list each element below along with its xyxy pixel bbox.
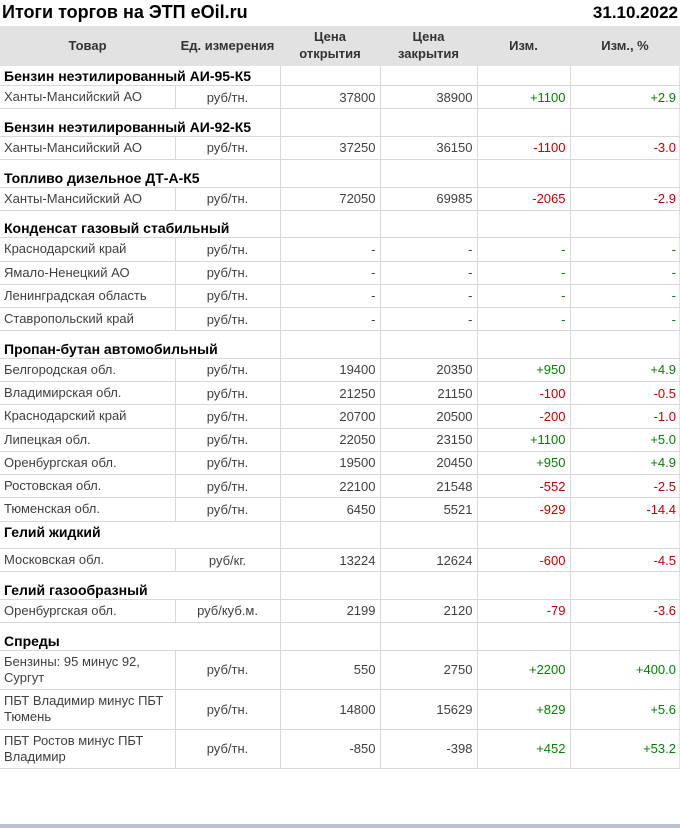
commodity-name-cell: Белгородская обл.: [0, 358, 175, 381]
section-header-row: [0, 218, 680, 238]
spacer-row: [0, 623, 680, 631]
spacer-cell: [0, 109, 280, 117]
commodity-name-cell: Краснодарский край: [0, 238, 175, 261]
unit-cell: руб/тн.: [175, 690, 280, 730]
open-price-cell: 14800: [280, 690, 380, 730]
spacer-cell: [570, 331, 680, 339]
unit-cell: руб/тн.: [175, 729, 280, 769]
change-pct-cell: -14.4: [570, 498, 680, 521]
change-pct-cell: +4.9: [570, 451, 680, 474]
commodity-row: [0, 238, 680, 261]
commodity-row: [0, 136, 680, 159]
open-price-cell: 6450: [280, 498, 380, 521]
unit-cell: руб/тн.: [175, 451, 280, 474]
commodity-name-cell: Оренбургская обл.: [0, 599, 175, 622]
section-header-cell: [280, 168, 380, 188]
change-cell: -: [477, 284, 570, 307]
close-price-cell: 23150: [380, 428, 477, 451]
section-header-cell: [570, 339, 680, 359]
spacer-row: [0, 210, 680, 218]
spacer-row: [0, 541, 680, 549]
close-price-cell: 12624: [380, 549, 477, 572]
section-header-cell: [380, 117, 477, 137]
section-header-cell: [570, 66, 680, 86]
spacer-cell: [570, 109, 680, 117]
title-bar: [0, 0, 680, 26]
commodity-row: [0, 405, 680, 428]
column-header-change-pct: Изм., %: [570, 26, 680, 66]
section-header-cell: [477, 66, 570, 86]
change-cell: +2200: [477, 650, 570, 690]
spacer-cell: [477, 331, 570, 339]
column-header-unit: Ед. измерения: [175, 26, 280, 66]
commodity-name-cell: Ханты-Мансийский АО: [0, 136, 175, 159]
section-header-cell: [570, 117, 680, 137]
close-price-cell: 20350: [380, 358, 477, 381]
spacer-cell: [0, 160, 280, 168]
unit-cell: руб/тн.: [175, 475, 280, 498]
commodity-row: [0, 451, 680, 474]
change-cell: -929: [477, 498, 570, 521]
section-header-cell: [280, 218, 380, 238]
spacer-cell: [280, 331, 380, 339]
close-price-cell: -: [380, 308, 477, 331]
change-pct-cell: +400.0: [570, 650, 680, 690]
section-header-row: [0, 521, 680, 541]
section-header-cell: [477, 168, 570, 188]
unit-cell: руб/тн.: [175, 187, 280, 210]
commodity-row: [0, 428, 680, 451]
section-title: Пропан-бутан автомобильный: [0, 339, 280, 359]
spacer-cell: [0, 210, 280, 218]
close-price-cell: 15629: [380, 690, 477, 730]
spacer-cell: [477, 160, 570, 168]
spacer-cell: [570, 541, 680, 549]
commodity-name-cell: ПБТ Владимир минус ПБТ Тюмень: [0, 690, 175, 730]
spacer-row: [0, 160, 680, 168]
table-header-row: [0, 26, 680, 66]
change-cell: +829: [477, 690, 570, 730]
section-title: Бензин неэтилированный АИ-92-К5: [0, 117, 280, 137]
unit-cell: руб/тн.: [175, 284, 280, 307]
change-pct-cell: -: [570, 238, 680, 261]
section-header-cell: [570, 168, 680, 188]
open-price-cell: 22050: [280, 428, 380, 451]
table-header: [0, 26, 680, 66]
close-price-cell: -398: [380, 729, 477, 769]
spacer-cell: [570, 572, 680, 580]
section-header-cell: [280, 117, 380, 137]
commodity-row: [0, 690, 680, 730]
unit-cell: руб/тн.: [175, 405, 280, 428]
open-price-cell: -: [280, 308, 380, 331]
section-header-row: [0, 631, 680, 651]
unit-cell: руб/тн.: [175, 308, 280, 331]
open-price-cell: -: [280, 238, 380, 261]
change-cell: +950: [477, 358, 570, 381]
section-header-cell: [570, 631, 680, 651]
section-header-cell: [380, 168, 477, 188]
close-price-cell: 5521: [380, 498, 477, 521]
spacer-cell: [0, 331, 280, 339]
open-price-cell: 13224: [280, 549, 380, 572]
section-header-cell: [380, 521, 477, 541]
change-pct-cell: -3.0: [570, 136, 680, 159]
section-header-row: [0, 168, 680, 188]
section-header-cell: [280, 521, 380, 541]
spacer-cell: [477, 210, 570, 218]
open-price-cell: -: [280, 284, 380, 307]
spacer-cell: [280, 109, 380, 117]
open-price-cell: 22100: [280, 475, 380, 498]
change-cell: +1100: [477, 86, 570, 109]
section-title: Гелий жидкий: [4, 523, 101, 540]
change-cell: -79: [477, 599, 570, 622]
close-price-cell: 2750: [380, 650, 477, 690]
change-pct-cell: -2.5: [570, 475, 680, 498]
section-title: Топливо дизельное ДТ-А-К5: [0, 168, 280, 188]
commodity-row: [0, 284, 680, 307]
section-header-cell: [380, 339, 477, 359]
change-pct-cell: -2.9: [570, 187, 680, 210]
change-cell: -100: [477, 382, 570, 405]
open-price-cell: 37250: [280, 136, 380, 159]
section-header-row: [0, 339, 680, 359]
commodity-row: [0, 650, 680, 690]
spacer-cell: [570, 623, 680, 631]
spacer-cell: [380, 572, 477, 580]
commodity-name-cell: Ямало-Ненецкий АО: [0, 261, 175, 284]
commodity-row: [0, 498, 680, 521]
section-header-cell: [477, 580, 570, 600]
section-header-cell: [477, 117, 570, 137]
section-title: Гелий газообразный: [0, 580, 280, 600]
close-price-cell: 21548: [380, 475, 477, 498]
spacer-cell: [380, 331, 477, 339]
commodity-row: [0, 261, 680, 284]
section-title: Конденсат газовый стабильный: [0, 218, 280, 238]
section-header-cell: [380, 631, 477, 651]
section-title: Спреды: [0, 631, 280, 651]
close-price-cell: -: [380, 261, 477, 284]
spacer-cell: [380, 109, 477, 117]
column-header-open-price: Цена открытия: [280, 26, 380, 66]
commodity-name-cell: Липецкая обл.: [0, 428, 175, 451]
change-pct-cell: -: [570, 261, 680, 284]
spacer-cell: [0, 572, 280, 580]
column-header-close-price: Цена закрытия: [380, 26, 477, 66]
unit-cell: руб/тн.: [175, 382, 280, 405]
spacer-cell: [570, 160, 680, 168]
commodity-name-cell: Ханты-Мансийский АО: [0, 86, 175, 109]
spacer-cell: [380, 541, 477, 549]
unit-cell: руб/тн.: [175, 650, 280, 690]
section-header-row: [0, 117, 680, 137]
change-cell: -200: [477, 405, 570, 428]
change-cell: +1100: [477, 428, 570, 451]
commodity-row: [0, 382, 680, 405]
commodity-name-cell: Московская обл.: [0, 549, 175, 572]
section-header-cell: [570, 218, 680, 238]
unit-cell: руб/тн.: [175, 261, 280, 284]
change-pct-cell: -3.6: [570, 599, 680, 622]
section-header-row: [0, 580, 680, 600]
spacer-row: [0, 331, 680, 339]
spacer-cell: [570, 210, 680, 218]
section-header-cell: [477, 631, 570, 651]
open-price-cell: 550: [280, 650, 380, 690]
unit-cell: руб/тн.: [175, 498, 280, 521]
commodity-name-cell: Ставропольский край: [0, 308, 175, 331]
commodity-name-cell: Краснодарский край: [0, 405, 175, 428]
commodity-row: [0, 475, 680, 498]
section-header-cell: [380, 218, 477, 238]
unit-cell: руб/тн.: [175, 136, 280, 159]
change-cell: -552: [477, 475, 570, 498]
change-cell: -: [477, 238, 570, 261]
spacer-cell: [280, 623, 380, 631]
open-price-cell: 19400: [280, 358, 380, 381]
unit-cell: руб/тн.: [175, 428, 280, 451]
open-price-cell: 20700: [280, 405, 380, 428]
commodity-name-cell: Владимирская обл.: [0, 382, 175, 405]
section-header-cell: [380, 66, 477, 86]
open-price-cell: 2199: [280, 599, 380, 622]
spacer-cell: [280, 160, 380, 168]
spacer-row: [0, 572, 680, 580]
section-header-cell: [477, 339, 570, 359]
spacer-cell: [0, 541, 280, 549]
section-header-cell: [570, 580, 680, 600]
spacer-row: [0, 109, 680, 117]
commodity-name-cell: Ленинградская область: [0, 284, 175, 307]
change-cell: -: [477, 308, 570, 331]
change-pct-cell: -: [570, 308, 680, 331]
commodity-row: [0, 729, 680, 769]
commodity-name-cell: Бензины: 95 минус 92, Сургут: [0, 650, 175, 690]
unit-cell: руб/тн.: [175, 86, 280, 109]
section-header-cell: [380, 580, 477, 600]
bottom-edge-bar: [0, 824, 680, 828]
section-header-cell: [477, 218, 570, 238]
close-price-cell: 20500: [380, 405, 477, 428]
section-header-cell: [477, 521, 570, 541]
commodity-name-cell: Тюменская обл.: [0, 498, 175, 521]
section-header-cell: [280, 631, 380, 651]
change-pct-cell: -4.5: [570, 549, 680, 572]
column-header-product: Товар: [0, 26, 175, 66]
unit-cell: руб/кг.: [175, 549, 280, 572]
change-cell: -: [477, 261, 570, 284]
spacer-cell: [280, 572, 380, 580]
spacer-cell: [0, 623, 280, 631]
change-pct-cell: -1.0: [570, 405, 680, 428]
close-price-cell: 20450: [380, 451, 477, 474]
open-price-cell: -: [280, 261, 380, 284]
section-header-cell: [570, 521, 680, 541]
spacer-cell: [280, 210, 380, 218]
spacer-cell: [280, 541, 380, 549]
change-pct-cell: +53.2: [570, 729, 680, 769]
commodity-row: [0, 187, 680, 210]
commodity-name-cell: Ханты-Мансийский АО: [0, 187, 175, 210]
change-pct-cell: +4.9: [570, 358, 680, 381]
close-price-cell: 38900: [380, 86, 477, 109]
trading-results-table-wrap: [0, 26, 680, 769]
open-price-cell: 72050: [280, 187, 380, 210]
table-body: [0, 66, 680, 769]
spacer-cell: [477, 109, 570, 117]
open-price-cell: -850: [280, 729, 380, 769]
spacer-cell: [477, 623, 570, 631]
close-price-cell: 21150: [380, 382, 477, 405]
commodity-name-cell: ПБТ Ростов минус ПБТ Владимир: [0, 729, 175, 769]
change-cell: -2065: [477, 187, 570, 210]
unit-cell: руб/куб.м.: [175, 599, 280, 622]
spacer-cell: [477, 541, 570, 549]
close-price-cell: 2120: [380, 599, 477, 622]
close-price-cell: 69985: [380, 187, 477, 210]
section-header-row: [0, 66, 680, 86]
unit-cell: руб/тн.: [175, 358, 280, 381]
change-cell: -600: [477, 549, 570, 572]
commodity-row: [0, 86, 680, 109]
commodity-name-cell: Оренбургская обл.: [0, 451, 175, 474]
trading-results-table: [0, 26, 680, 769]
commodity-row: [0, 599, 680, 622]
section-title: Бензин неэтилированный АИ-95-К5: [0, 66, 280, 86]
change-pct-cell: -: [570, 284, 680, 307]
unit-cell: руб/тн.: [175, 238, 280, 261]
page-title: Итоги торгов на ЭТП eOil.ru: [2, 2, 248, 22]
close-price-cell: 36150: [380, 136, 477, 159]
spacer-cell: [380, 210, 477, 218]
open-price-cell: 37800: [280, 86, 380, 109]
commodity-row: [0, 308, 680, 331]
section-header-cell: [280, 66, 380, 86]
column-header-change: Изм.: [477, 26, 570, 66]
section-header-cell: [280, 580, 380, 600]
open-price-cell: 19500: [280, 451, 380, 474]
spacer-cell: [380, 623, 477, 631]
change-pct-cell: +5.6: [570, 690, 680, 730]
commodity-row: [0, 549, 680, 572]
change-pct-cell: -0.5: [570, 382, 680, 405]
change-cell: -1100: [477, 136, 570, 159]
commodity-row: [0, 358, 680, 381]
change-cell: +452: [477, 729, 570, 769]
change-pct-cell: +5.0: [570, 428, 680, 451]
section-header-cell: [280, 339, 380, 359]
report-date: 31.10.2022: [592, 3, 678, 22]
close-price-cell: -: [380, 238, 477, 261]
open-price-cell: 21250: [280, 382, 380, 405]
spacer-cell: [380, 160, 477, 168]
commodity-name-cell: Ростовская обл.: [0, 475, 175, 498]
close-price-cell: -: [380, 284, 477, 307]
spacer-cell: [477, 572, 570, 580]
change-pct-cell: +2.9: [570, 86, 680, 109]
change-cell: +950: [477, 451, 570, 474]
